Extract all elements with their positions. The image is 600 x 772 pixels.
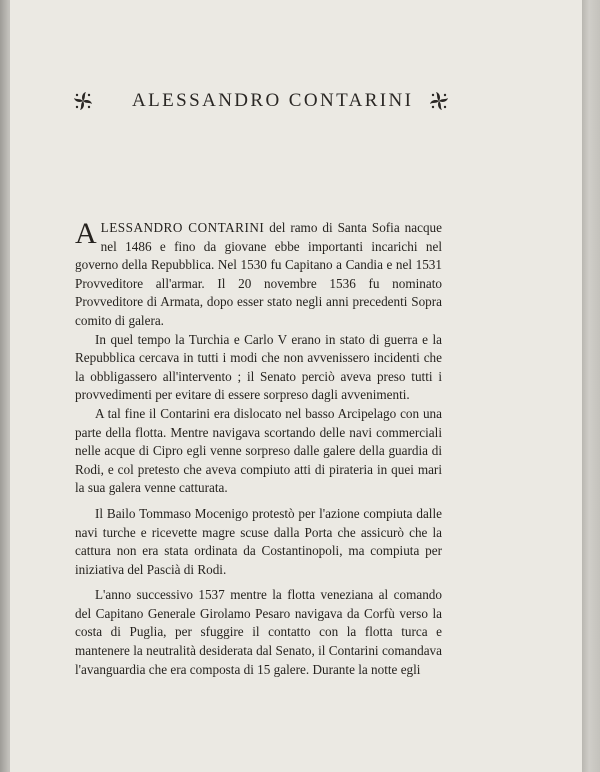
paragraph-5: L'anno successivo 1537 mentre la flotta veneziana al comando del Capitano Generale Girolamo Pesaro navigava da Corfù verso la costa di Puglia, per sfuggire il contatto con la flotta turca e mantenere la neutralità desiderata dal Senato, il Contarini comandava l'avanguardia che era composta di 15 galere. Durante la notte egli — [75, 587, 442, 677]
paragraph-1 — [75, 219, 442, 331]
drop-cap: A — [75, 217, 97, 250]
body-text — [75, 219, 442, 679]
book-gutter — [0, 0, 10, 772]
paragraph-4: Il Bailo Tommaso Mocenigo protestò per l'azione compiuta dalle navi turche e ricevette magre scuse dalla Porta che assicurò che la cattura non era stata ordinata da Costantinopoli, ma compiuta per iniziativa del Pascià di Rodi. — [75, 505, 442, 577]
opening-name: LESSANDRO CONTARINI — [100, 220, 265, 235]
paragraph-3: A tal fine il Contarini era dislocato nel basso Arcipelago con una parte della flotta. Mentre navigava scortando delle navi commerciali nelle acque di Cipro egli venne sorpreso dalle galere della guardia di Rodi, e col pretesto che aveva compiuto atti di pirateria in quei mari la sua galera venne catturata. — [75, 405, 442, 496]
book-page — [10, 0, 582, 772]
pinwheel-ornament-icon — [428, 90, 450, 112]
pinwheel-ornament-icon — [72, 90, 94, 112]
paragraph-1-text: del ramo di Santa Sofia nacque nel 1486 e fino da giovane ebbe importanti incarichi nel governo della Repubblica. Nel 1530 fu Capitano a Candia e nel 1531 Provveditore all'armar. Il 20 novembre 1536 fu nominato Provveditore di Armata, dopo esser stato negli anni precedenti Sopra comito di galera. — [75, 220, 442, 328]
page-stack-edge — [582, 0, 600, 772]
page-title: ALESSANDRO CONTARINI — [132, 90, 414, 111]
page-header — [72, 88, 452, 118]
paragraph-2: In quel tempo la Turchia e Carlo V erano in stato di guerra e la Repubblica cercava in tutti i modi che non avvenissero incidenti che la obbligassero all'intervento ; il Senato perciò aveva preso tutti i provvedimenti per evitare di essere sorpreso dagli avvenimenti. — [75, 331, 442, 403]
